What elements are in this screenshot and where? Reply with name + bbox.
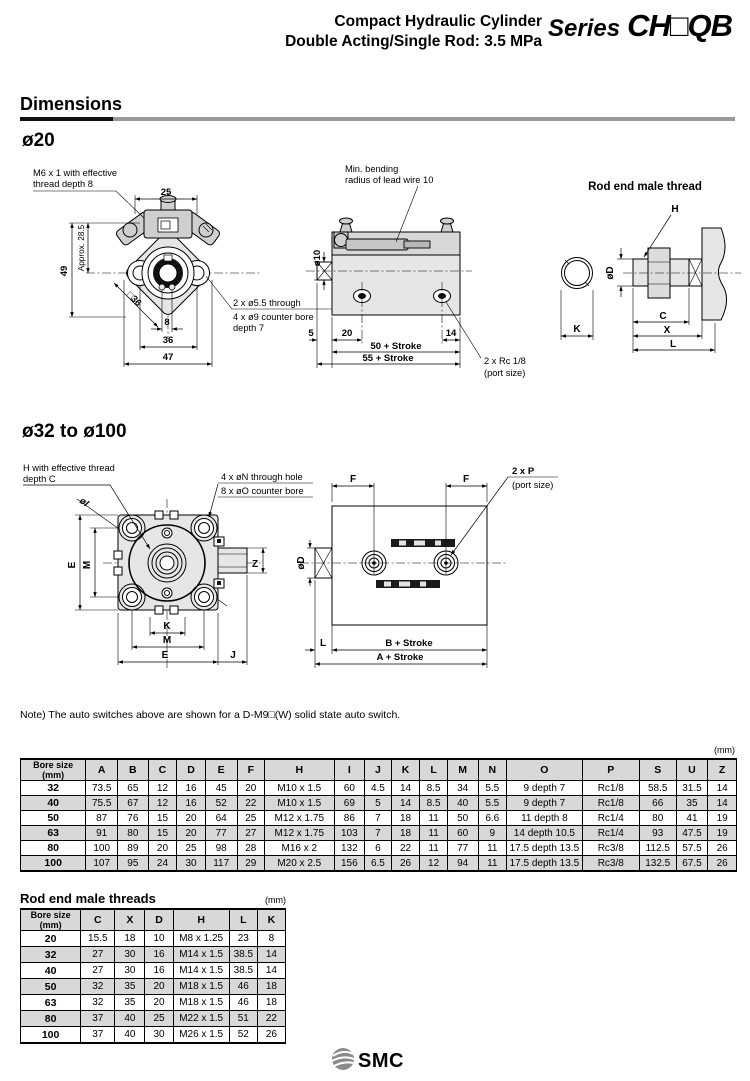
value-cell: 40 (447, 796, 478, 811)
value-cell: 38.5 (229, 947, 257, 963)
value-cell: 50 (447, 811, 478, 826)
value-cell: 37 (81, 1011, 115, 1027)
value-cell: 100 (86, 841, 118, 856)
title-line-1: Compact Hydraulic Cylinder (334, 13, 542, 30)
value-cell: 45 (205, 781, 237, 796)
value-cell: 14 (391, 796, 420, 811)
svg-text:36: 36 (162, 335, 174, 346)
value-cell: 8.5 (420, 796, 448, 811)
value-cell: 7 (365, 826, 392, 841)
value-cell: 11 depth 8 (507, 811, 583, 826)
table-row (21, 995, 286, 1011)
main-table-unit: (mm) (714, 745, 735, 755)
svg-text:49: 49 (59, 265, 70, 277)
thread-label-2: thread depth 8 (33, 179, 93, 189)
svg-text:E: E (67, 561, 78, 569)
rod-end-profile (623, 228, 741, 320)
value-cell: M26 x 1.5 (173, 1027, 229, 1044)
rod-end-table-unit: (mm) (265, 895, 286, 905)
value-cell: 112.5 (639, 841, 676, 856)
value-cell: 5 (365, 796, 392, 811)
bore-size-cell: 100 (21, 1027, 81, 1044)
bore-size-cell: 20 (21, 931, 81, 947)
value-cell: 32 (81, 995, 115, 1011)
table-row (21, 841, 737, 856)
value-cell: 60 (447, 826, 478, 841)
value-cell: 12 (148, 781, 177, 796)
main-dimensions-table-wrap (20, 758, 737, 872)
dim-14: 14 (445, 328, 457, 339)
value-cell: 30 (115, 963, 145, 979)
dim-55-stroke: 55 + Stroke (362, 353, 414, 364)
value-cell: 27 (81, 963, 115, 979)
value-cell: 28 (237, 841, 265, 856)
value-cell: 18 (391, 811, 420, 826)
d20-rod-end-drawing (545, 178, 745, 373)
value-cell: 87 (86, 811, 118, 826)
value-cell: 14 (391, 781, 420, 796)
column-header: J (365, 759, 392, 781)
value-cell: 6.6 (478, 811, 507, 826)
bore-size-cell: 100 (21, 856, 86, 872)
d32-side-view-drawing (292, 450, 590, 700)
value-cell: 25 (237, 811, 265, 826)
bore-size-cell: 63 (21, 826, 86, 841)
value-cell: 24 (148, 856, 177, 872)
value-cell: 9 depth 7 (507, 781, 583, 796)
port-label-1: 2 x Rc 1/8 (484, 356, 526, 366)
svg-text:8: 8 (164, 317, 170, 328)
holes-label-1: 4 x øN through hole (221, 472, 303, 482)
value-cell: 20 (148, 841, 177, 856)
svg-text:M: M (162, 635, 172, 646)
dim-oi: øI (77, 495, 91, 510)
value-cell: M20 x 2.5 (265, 856, 334, 872)
holes-label-1: 2 x ø5.5 through (233, 298, 301, 308)
value-cell: 91 (86, 826, 118, 841)
value-cell: 11 (478, 856, 507, 872)
section-title-d20: ø20 (22, 130, 55, 151)
value-cell: 20 (177, 811, 206, 826)
table-row (21, 796, 737, 811)
value-cell: 26 (708, 856, 737, 872)
value-cell: 40 (115, 1027, 145, 1044)
heading-rule (20, 117, 735, 121)
svg-text:øD: øD (605, 266, 616, 280)
value-cell: 18 (391, 826, 420, 841)
value-cell: M12 x 1.75 (265, 826, 334, 841)
value-cell: 80 (639, 811, 676, 826)
value-cell: 26 (391, 856, 420, 872)
column-header: P (582, 759, 639, 781)
value-cell: 22 (257, 1011, 285, 1027)
table-row (21, 856, 737, 872)
value-cell: 30 (177, 856, 206, 872)
bore-and-rod (142, 247, 194, 299)
column-header: A (86, 759, 118, 781)
value-cell: Rc3/8 (582, 856, 639, 872)
dim-20: 20 (341, 328, 353, 339)
value-cell: 132 (334, 841, 365, 856)
value-cell: 20 (237, 781, 265, 796)
value-cell: 23 (229, 931, 257, 947)
rod-end-title: Rod end male thread (588, 181, 702, 193)
bore-size-cell: 80 (21, 841, 86, 856)
value-cell: M14 x 1.5 (173, 963, 229, 979)
value-cell: 16 (145, 947, 173, 963)
svg-text:25: 25 (160, 187, 172, 198)
value-cell: 51 (229, 1011, 257, 1027)
note-text: Note) The auto switches above are shown for a D-M9□(W) solid state auto switch. (20, 709, 401, 721)
dim-f2: F (462, 474, 470, 485)
value-cell: 22 (391, 841, 420, 856)
thread-label-1: M6 x 1 with effective (33, 168, 118, 178)
rod-table-header-row (21, 909, 286, 931)
smc-logo (330, 1046, 420, 1072)
value-cell: M18 x 1.5 (173, 979, 229, 995)
value-cell: 77 (447, 841, 478, 856)
column-header: C (148, 759, 177, 781)
column-header: E (205, 759, 237, 781)
column-header: N (478, 759, 507, 781)
value-cell: 35 (115, 979, 145, 995)
value-cell: Rc3/8 (582, 841, 639, 856)
value-cell: 37 (81, 1027, 115, 1044)
bend-radius-callout (345, 164, 433, 242)
value-cell: 10 (145, 931, 173, 947)
dim-5: 5 (308, 328, 314, 339)
dims-f (332, 474, 487, 502)
heading-rule-accent (20, 117, 113, 121)
bore-size-cell: 80 (21, 1011, 81, 1027)
svg-text:C: C (659, 311, 667, 322)
rod-end-table-title: Rod end male threads (20, 891, 156, 906)
d20-front-view-drawing (20, 168, 340, 390)
value-cell: 16 (145, 963, 173, 979)
value-cell: 18 (257, 979, 285, 995)
thread-label-1: H with effective thread (23, 463, 115, 473)
value-cell: M18 x 1.5 (173, 995, 229, 1011)
d20-side-view-drawing (300, 162, 555, 387)
dim-b-stroke: B + Stroke (385, 638, 433, 649)
value-cell: 75.5 (86, 796, 118, 811)
value-cell: 16 (177, 781, 206, 796)
value-cell: 6 (365, 841, 392, 856)
column-header: H (173, 909, 229, 931)
value-cell: 65 (118, 781, 149, 796)
value-cell: 17.5 depth 13.5 (507, 856, 583, 872)
port-label-1: 2 x P (512, 466, 535, 477)
value-cell: M16 x 2 (265, 841, 334, 856)
value-cell: 57.5 (676, 841, 708, 856)
value-cell: 35 (115, 995, 145, 1011)
value-cell: 25 (145, 1011, 173, 1027)
series-title (548, 8, 746, 44)
value-cell: 15 (148, 811, 177, 826)
smc-globe-icon (332, 1048, 354, 1070)
value-cell: 14 (257, 947, 285, 963)
column-header: L (420, 759, 448, 781)
dimensions-heading: Dimensions (20, 94, 123, 114)
port-label-2: (port size) (512, 480, 554, 490)
value-cell: 103 (334, 826, 365, 841)
bend-label-1: Min. bending (345, 164, 399, 174)
dim-m-left (82, 528, 119, 597)
main-dimensions-table (20, 758, 737, 872)
value-cell: 14 (708, 781, 737, 796)
value-cell: 76 (118, 811, 149, 826)
column-header: S (639, 759, 676, 781)
bore-size-header: Bore size (mm) (21, 759, 86, 781)
value-cell: 5.5 (478, 781, 507, 796)
document-title (250, 12, 542, 52)
value-cell: 14 depth 10.5 (507, 826, 583, 841)
column-header: K (257, 909, 285, 931)
value-cell: 67 (118, 796, 149, 811)
value-cell: 14 (257, 963, 285, 979)
table-row (21, 781, 737, 796)
column-header: M (447, 759, 478, 781)
bore-size-cell: 50 (21, 979, 81, 995)
value-cell: 7 (365, 811, 392, 826)
holes-label-2: 4 x ø9 counter bore (233, 312, 314, 322)
value-cell: 8 (257, 931, 285, 947)
dim-50-stroke: 50 + Stroke (370, 341, 422, 352)
value-cell: 52 (229, 1027, 257, 1044)
column-header: D (177, 759, 206, 781)
value-cell: 27 (237, 826, 265, 841)
value-cell: 27 (81, 947, 115, 963)
value-cell: 73.5 (86, 781, 118, 796)
bore-size-cell: 50 (21, 811, 86, 826)
column-header: I (334, 759, 365, 781)
footer (0, 1046, 750, 1072)
value-cell: 132.5 (639, 856, 676, 872)
value-cell: 12 (420, 856, 448, 872)
smc-logo-text: SMC (358, 1050, 404, 1072)
cylinder-body (332, 506, 487, 625)
bore-size-cell: 32 (21, 947, 81, 963)
value-cell: Rc1/4 (582, 826, 639, 841)
column-header: Z (708, 759, 737, 781)
svg-text:M: M (82, 560, 93, 570)
value-cell: 80 (118, 826, 149, 841)
bore-size-cell: 40 (21, 796, 86, 811)
series-label: Series (548, 15, 621, 42)
value-cell: 19 (708, 826, 737, 841)
value-cell: 156 (334, 856, 365, 872)
thread-callout (33, 168, 144, 218)
value-cell: 20 (177, 826, 206, 841)
column-header: F (237, 759, 265, 781)
value-cell: 66 (639, 796, 676, 811)
value-cell: 38.5 (229, 963, 257, 979)
value-cell: Rc1/4 (582, 811, 639, 826)
value-cell: 11 (420, 841, 448, 856)
value-cell: 8.5 (420, 781, 448, 796)
svg-text:47: 47 (162, 352, 174, 363)
value-cell: 46 (229, 979, 257, 995)
value-cell: 11 (420, 811, 448, 826)
title-line-2: Double Acting/Single Rod: 3.5 MPa (285, 32, 542, 50)
value-cell: 31.5 (676, 781, 708, 796)
bore-size-cell: 32 (21, 781, 86, 796)
value-cell: 60 (334, 781, 365, 796)
value-cell: 17.5 depth 13.5 (507, 841, 583, 856)
rod-end-circle-view (562, 258, 593, 289)
value-cell: M12 x 1.75 (265, 811, 334, 826)
value-cell: 94 (447, 856, 478, 872)
value-cell: 117 (205, 856, 237, 872)
value-cell: 11 (420, 826, 448, 841)
value-cell: 6.5 (365, 856, 392, 872)
main-table-header-row (21, 759, 737, 781)
value-cell: 26 (257, 1027, 285, 1044)
value-cell: 64 (205, 811, 237, 826)
value-cell: 86 (334, 811, 365, 826)
value-cell: 19 (708, 811, 737, 826)
svg-text:øD: øD (296, 556, 307, 570)
mounting-screws (340, 218, 454, 232)
svg-text:L: L (669, 339, 677, 350)
value-cell: 35 (676, 796, 708, 811)
dim-e-bottom: E (161, 650, 169, 661)
value-cell: 89 (118, 841, 149, 856)
series-name: CH□QB (627, 8, 733, 43)
value-cell: 47.5 (676, 826, 708, 841)
rod-end-threads-table (20, 908, 286, 1044)
table-row (21, 811, 737, 826)
svg-text:K: K (573, 324, 581, 335)
column-header: B (118, 759, 149, 781)
svg-text:K: K (163, 621, 171, 632)
value-cell: 20 (145, 995, 173, 1011)
value-cell: 25 (177, 841, 206, 856)
column-header: U (676, 759, 708, 781)
value-cell: 107 (86, 856, 118, 872)
value-cell: 41 (676, 811, 708, 826)
column-header: K (391, 759, 420, 781)
table-row (21, 947, 286, 963)
value-cell: 34 (447, 781, 478, 796)
column-header: C (81, 909, 115, 931)
holes-label-2: 8 x øO counter bore (221, 486, 304, 496)
dim-f1: F (349, 474, 357, 485)
value-cell: 18 (257, 995, 285, 1011)
column-header: L (229, 909, 257, 931)
bend-label-2: radius of lead wire 10 (345, 175, 434, 185)
value-cell: 29 (237, 856, 265, 872)
value-cell: 67.5 (676, 856, 708, 872)
value-cell: M10 x 1.5 (265, 796, 334, 811)
column-header: O (507, 759, 583, 781)
value-cell: 32 (81, 979, 115, 995)
value-cell: 46 (229, 995, 257, 1011)
value-cell: M14 x 1.5 (173, 947, 229, 963)
value-cell: 93 (639, 826, 676, 841)
section-title-d32-100: ø32 to ø100 (22, 421, 127, 442)
value-cell: 77 (205, 826, 237, 841)
value-cell: M22 x 1.5 (173, 1011, 229, 1027)
value-cell: 69 (334, 796, 365, 811)
d32-front-view-drawing (15, 455, 315, 700)
value-cell: 40 (115, 1011, 145, 1027)
value-cell: 30 (145, 1027, 173, 1044)
value-cell: 9 (478, 826, 507, 841)
value-cell: 20 (145, 979, 173, 995)
dim-k (561, 290, 593, 340)
dim-l: L (319, 638, 327, 649)
svg-text:Z: Z (251, 559, 259, 570)
value-cell: 14 (708, 796, 737, 811)
svg-text:ø10: ø10 (312, 249, 323, 267)
bore-size-cell: 40 (21, 963, 81, 979)
value-cell: 12 (148, 796, 177, 811)
svg-text:H: H (671, 204, 679, 215)
table-row (21, 979, 286, 995)
svg-text:□36: □36 (124, 289, 144, 309)
value-cell: 9 depth 7 (507, 796, 583, 811)
table-row (21, 963, 286, 979)
value-cell: Rc1/8 (582, 781, 639, 796)
column-header: H (265, 759, 334, 781)
value-cell: 98 (205, 841, 237, 856)
table-row (21, 1011, 286, 1027)
value-cell: 4.5 (365, 781, 392, 796)
value-cell: 58.5 (639, 781, 676, 796)
thread-label-2: depth C (23, 474, 56, 484)
rod-end-table-block (20, 891, 286, 1044)
bore-size-cell: 63 (21, 995, 81, 1011)
dim-k-bottom (150, 617, 185, 636)
value-cell: 5.5 (478, 796, 507, 811)
value-cell: 22 (237, 796, 265, 811)
value-cell: 26 (708, 841, 737, 856)
table-row (21, 1027, 286, 1044)
table-row (21, 931, 286, 947)
svg-text:X: X (663, 325, 671, 336)
dim-approx-28-5 (77, 223, 88, 273)
value-cell: 16 (177, 796, 206, 811)
value-cell: 11 (478, 841, 507, 856)
value-cell: 15.5 (81, 931, 115, 947)
value-cell: M8 x 1.25 (173, 931, 229, 947)
value-cell: 18 (115, 931, 145, 947)
dim-j: J (230, 650, 236, 661)
dim-a-stroke: A + Stroke (376, 652, 424, 663)
value-cell: 15 (148, 826, 177, 841)
value-cell: 52 (205, 796, 237, 811)
value-cell: Rc1/8 (582, 796, 639, 811)
value-cell: 95 (118, 856, 149, 872)
column-header: D (145, 909, 173, 931)
holes-label-3: depth 7 (233, 323, 265, 333)
side-tab (218, 548, 247, 573)
dim-d (605, 248, 633, 297)
bore-size-header: Bore size (mm) (21, 909, 81, 931)
port-label-2: (port size) (484, 368, 526, 378)
value-cell: 30 (115, 947, 145, 963)
column-header: X (115, 909, 145, 931)
table-row (21, 826, 737, 841)
value-cell: M10 x 1.5 (265, 781, 334, 796)
svg-text:Approx. 28.5: Approx. 28.5 (77, 224, 86, 272)
